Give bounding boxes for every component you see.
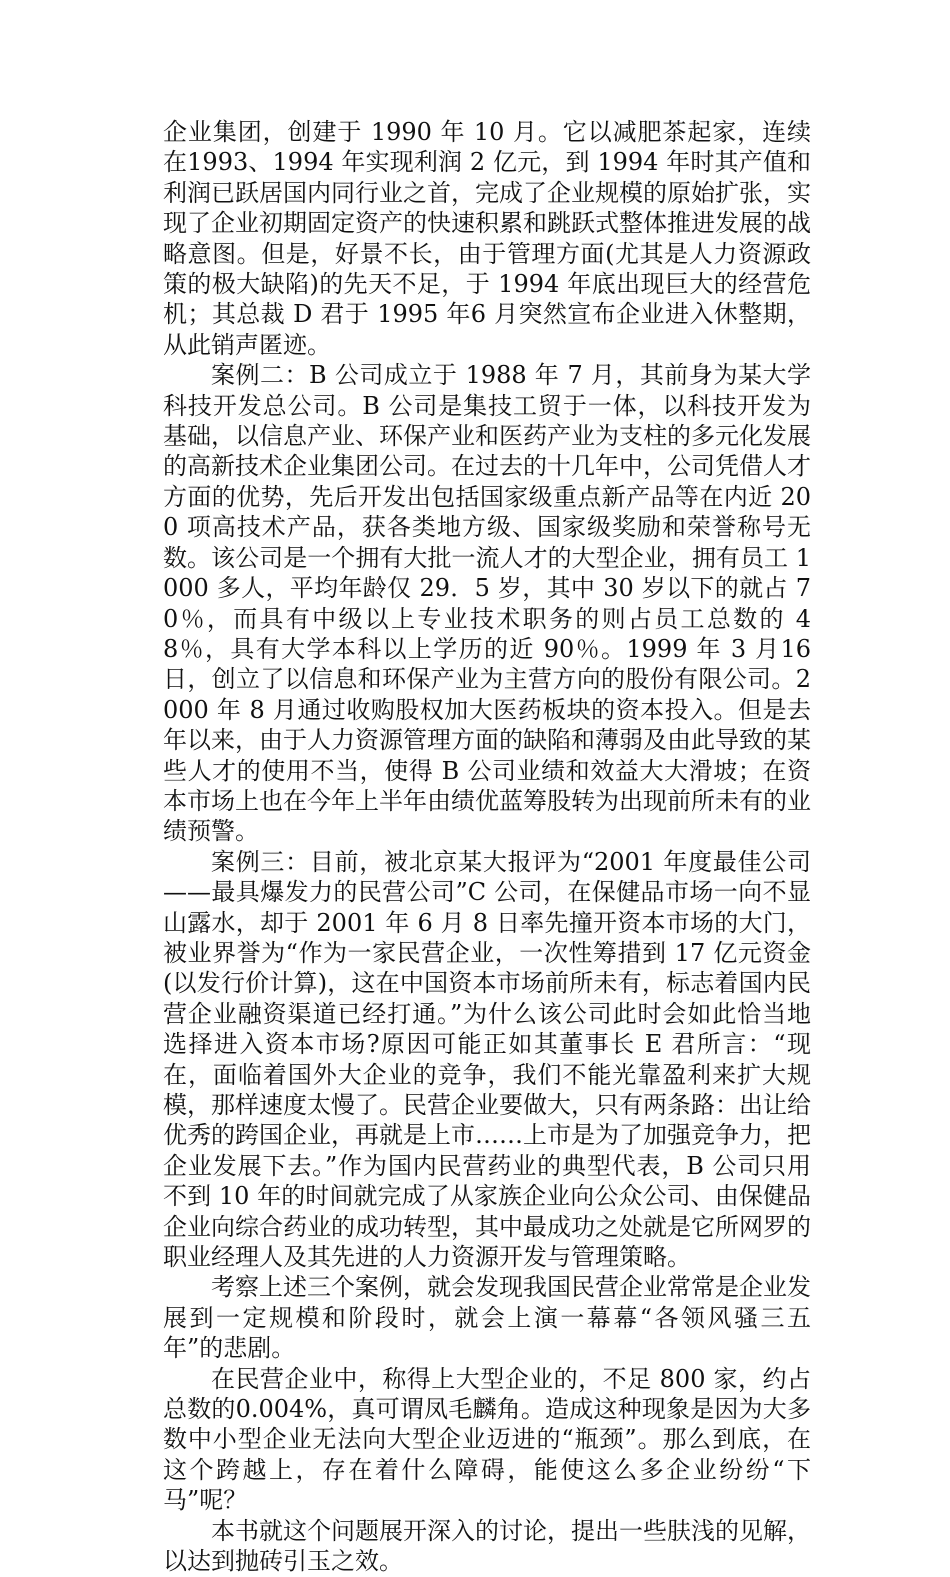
document-page bbox=[163, 117, 811, 1577]
paragraph-case-one-continued: 企业集团，创建于 1990 年 10 月。它以减肥茶起家，连续在1993、1994 年实现利润 2 亿元，到 1994 年时其产值和利润已跃居国内同行业之首，完成了企业规模的原始扩张，实现了企业初期固定资产的快速积累和跳跃式整体推进发展的战略意图。但是，好景不长，由于管理方面(尤其是人力资源政策的极大缺陷)的先天不足，于 1994 年底出现巨大的经营危机；其总裁 D 君于 1995 年6 月突然宣布企业进入休整期，从此销声匿迹。 bbox=[163, 118, 811, 359]
paragraph-book-purpose: 本书就这个问题展开深入的讨论，提出一些肤浅的见解，以达到抛砖引玉之效。 bbox=[163, 1516, 811, 1576]
paragraph-summary: 考察上述三个案例，就会发现我国民营企业常常是企业发展到一定规模和阶段时，就会上演一幕幕“各领风骚三五年”的悲剧。 bbox=[163, 1273, 811, 1363]
paragraph-case-three: 案例三：目前，被北京某大报评为“2001 年度最佳公司——最具爆发力的民营公司”C 公司，在保健品市场一向不显山露水，却于 2001 年 6 月 8 日率先撞开资本市场的大门，被业界誉为“作为一家民营企业，一次性筹措到 17 亿元资金(以发行价计算)，这在中国资本市场前所未有，标志着国内民营企业融资渠道已经打通。”为什么该公司此时会如此恰当地选择进入资本市场?原因可能正如其董事长 E 君所言：“现在，面临着国外大企业的竞争，我们不能光靠盈利来扩大规模，那样速度太慢了。民营企业要做大，只有两条路：出让给优秀的跨国企业，再就是上市……上市是为了加强竞争力，把企业发展下去。”作为国内民营药业的典型代表，B 公司只用不到 10 年的时间就完成了从家族企业向公众公司、由保健品企业向综合药业的成功转型，其中最成功之处就是它所网罗的职业经理人及其先进的人力资源开发与管理策略。 bbox=[163, 847, 811, 1272]
paragraph-large-enterprises: 在民营企业中，称得上大型企业的，不足 800 家，约占总数的0.004%，真可谓凤毛麟角。造成这种现象是因为大多数中小型企业无法向大型企业迈进的“瓶颈”。那么到底，在这个跨越上，存在着什么障碍，能使这么多企业纷纷“下马”呢？ bbox=[163, 1364, 811, 1515]
paragraph-case-two: 案例二：B 公司成立于 1988 年 7 月，其前身为某大学科技开发总公司。B 公司是集技工贸于一体，以科技开发为基础，以信息产业、环保产业和医药产业为支柱的多元化发展的高新技术企业集团公司。在过去的十几年中，公司凭借人才方面的优势，先后开发出包括国家级重点新产品等在内近 200 项高技术产品，获各类地方级、国家级奖励和荣誉称号无数。该公司是一个拥有大批一流人才的大型企业，拥有员工 1000 多人，平均年龄仅 29．5 岁，其中 30 岁以下的就占 70％，而具有中级以上专业技术职务的则占员工总数的 48％，具有大学本科以上学历的近 90％。1999 年 3 月16 日，创立了以信息和环保产业为主营方向的股份有限公司。2000 年 8 月通过收购股权加大医药板块的资本投入。但是去年以来，由于人力资源管理方面的缺陷和薄弱及由此导致的某些人才的使用不当，使得 B 公司业绩和效益大大滑坡；在资本市场上也在今年上半年由绩优蓝筹股转为出现前所未有的业绩预警。 bbox=[163, 361, 811, 846]
